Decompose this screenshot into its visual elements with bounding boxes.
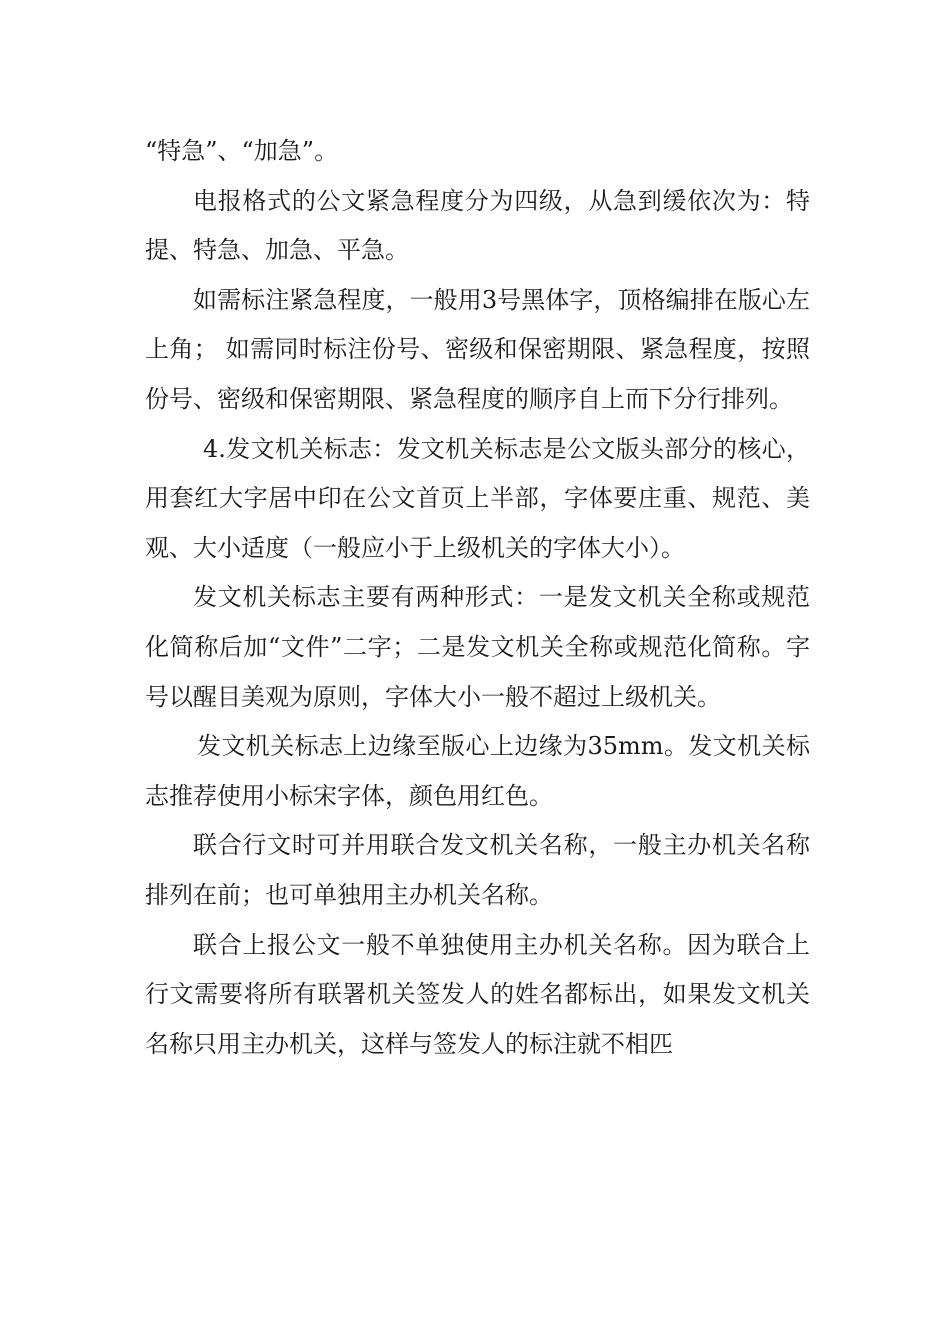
paragraph-2: 电报格式的公文紧急程度分为四级，从急到缓依次为：特提、特急、加急、平急。	[145, 186, 810, 265]
paragraph-6: 发文机关标志上边缘至版心上边缘为35mm。发文机关标志推荐使用小标宋字体，颜色用红色。	[145, 732, 810, 810]
paragraph-1: “特急”、“加急”。	[145, 137, 339, 165]
paragraph-4: 4.发文机关标志：发文机关标志是公文版头部分的核心，用套红大字居中印在公文首页上半部，字体要庄重、规范、美观、大小适度（一般应小于上级机关的字体大小）。	[145, 434, 810, 562]
paragraph-7: 联合行文时可并用联合发文机关名称，一般主办机关名称排列在前；也可单独用主办机关名称。	[145, 831, 810, 909]
paragraph-5: 发文机关标志主要有两种形式：一是发文机关全称或规范化简称后加“文件”二字；二是发文机关全称或规范化简称。字号以醒目美观为原则，字体大小一般不超过上级机关。	[145, 583, 810, 711]
paragraph-8: 联合上报公文一般不单独使用主办机关名称。因为联合上行文需要将所有联署机关签发人的姓名都标出，如果发文机关名称只用主办机关，这样与签发人的标注就不相匹	[145, 930, 810, 1058]
document-body	[145, 127, 810, 1069]
paragraph-3: 如需标注紧急程度，一般用3号黑体字，顶格编排在版心左上角； 如需同时标注份号、密级和保密期限、紧急程度，按照份号、密级和保密期限、紧急程度的顺序自上而下分行排列。	[145, 285, 810, 413]
